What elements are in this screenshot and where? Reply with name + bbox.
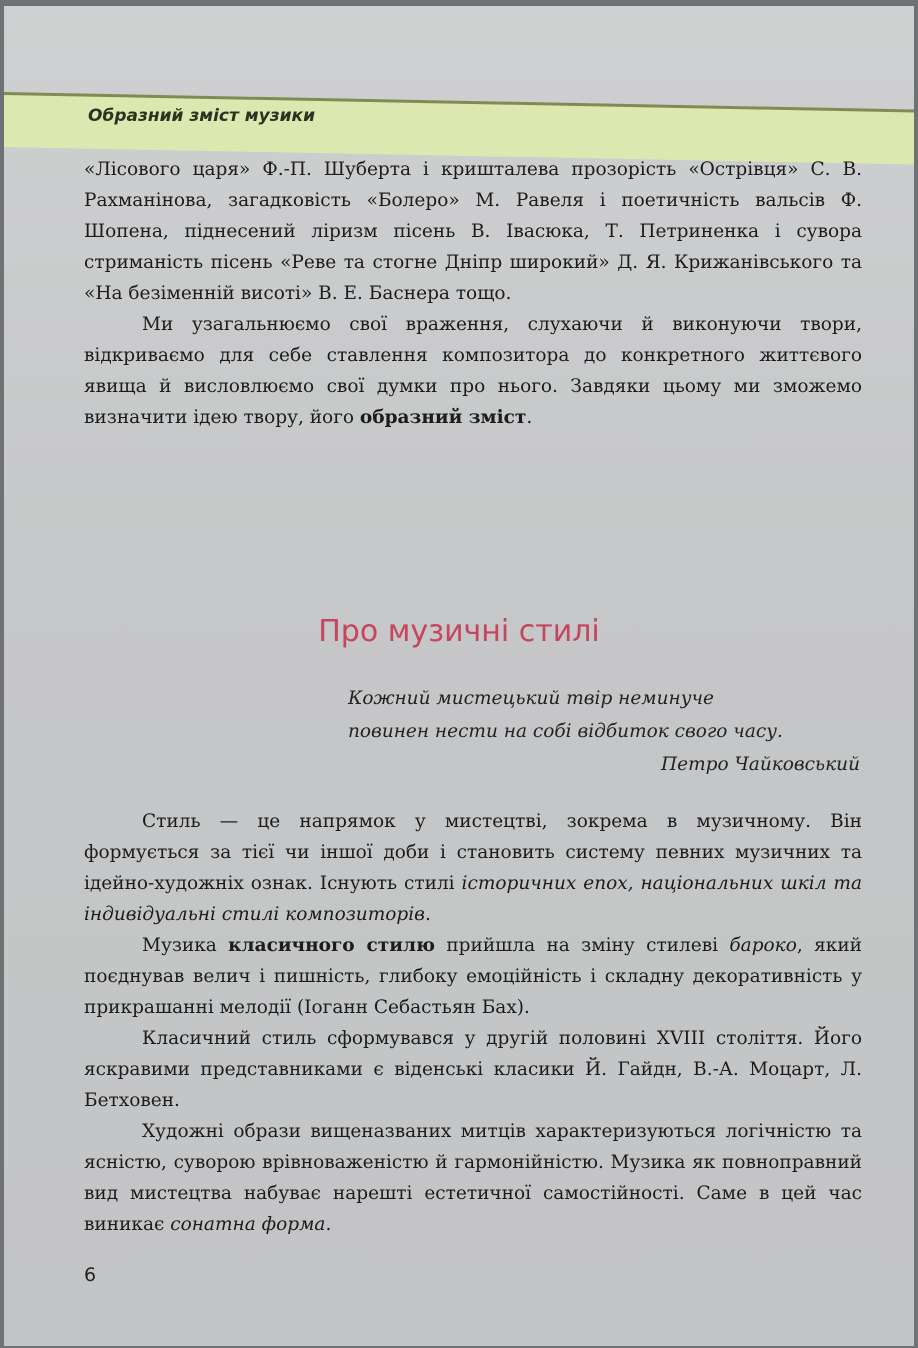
styles-list: історичних епох, національних шкіл та індивідуальні стилі композиторів <box>84 873 862 925</box>
term-baroque: бароко <box>729 935 797 956</box>
epigraph-author: Петро Чайковський <box>661 754 860 775</box>
page-number: 6 <box>84 1264 97 1286</box>
intro-paragraph-2: Ми узагальнюємо свої враження, слухаючи й виконуючи твори, відкриваємо для себе ставлення композитора до конкретного життєвого явища й висловлюємо свої думки про нього. Завдяки цьому ми зможемо визначити ідею твору, його образний зміст. <box>84 314 862 428</box>
epigraph-line-1: Кожний мистецький твір неминуче <box>348 688 714 709</box>
body-paragraph-2: Музика класичного стилю прийшла на зміну стилеві бароко, який поєднував велич і пишність, глибоку емоційність і складну декоративність у прикрашанні мелодії (Іоганн Себастьян Бах). <box>84 935 862 1018</box>
intro-text <box>84 154 862 433</box>
term-image-content: образний зміст <box>359 407 527 428</box>
body-paragraph-3: Класичний стиль сформувався у другій половині XVIII століття. Його яскравими представниками є віденські класики Й. Гайдн, В.-А. Моцарт, Л. Бетховен. <box>84 1028 862 1111</box>
chapter-title: Образний зміст музики <box>88 106 315 126</box>
book-page <box>4 6 914 1346</box>
epigraph <box>300 682 860 781</box>
body-text <box>84 806 862 1240</box>
intro-paragraph-1: «Лісового царя» Ф.-П. Шуберта і кришталева прозорість «Острівця» С. В. Рахманінова, загадковість «Болеро» М. Равеля і поетичність вальсів Ф. Шопена, піднесений ліризм пісень В. Івасюка, Т. Петриненка і сувора стриманість пісень «Реве та стогне Дніпр широкий» Д. Я. Крижанівського та «На безіменній висоті» В. Е. Баснера тощо. <box>84 159 862 304</box>
body-paragraph-4: Художні образи вищеназваних митців характеризуються логічністю та ясністю, суворою врівноваженістю й гармонійністю. Музика як повноправний вид мистецтва набуває нарешті естетичної самостійності. Саме в цей час виникає сонатна форма. <box>84 1121 862 1235</box>
term-sonata-form: сонатна форма <box>170 1214 326 1235</box>
body-paragraph-1: Стиль — це напрямок у мистецтві, зокрема в музичному. Він формується за тієї чи іншої доби і становить систему певних музичних та ідейно-художніх ознак. Існують стилі історичних епох, національних шкіл та індивідуальні стилі композиторів. <box>84 811 862 925</box>
term-classical-style: класичного стилю <box>228 935 435 956</box>
epigraph-line-2: повинен нести на собі відбиток свого часу. <box>348 721 783 742</box>
section-title: Про музичні стилі <box>318 614 600 649</box>
